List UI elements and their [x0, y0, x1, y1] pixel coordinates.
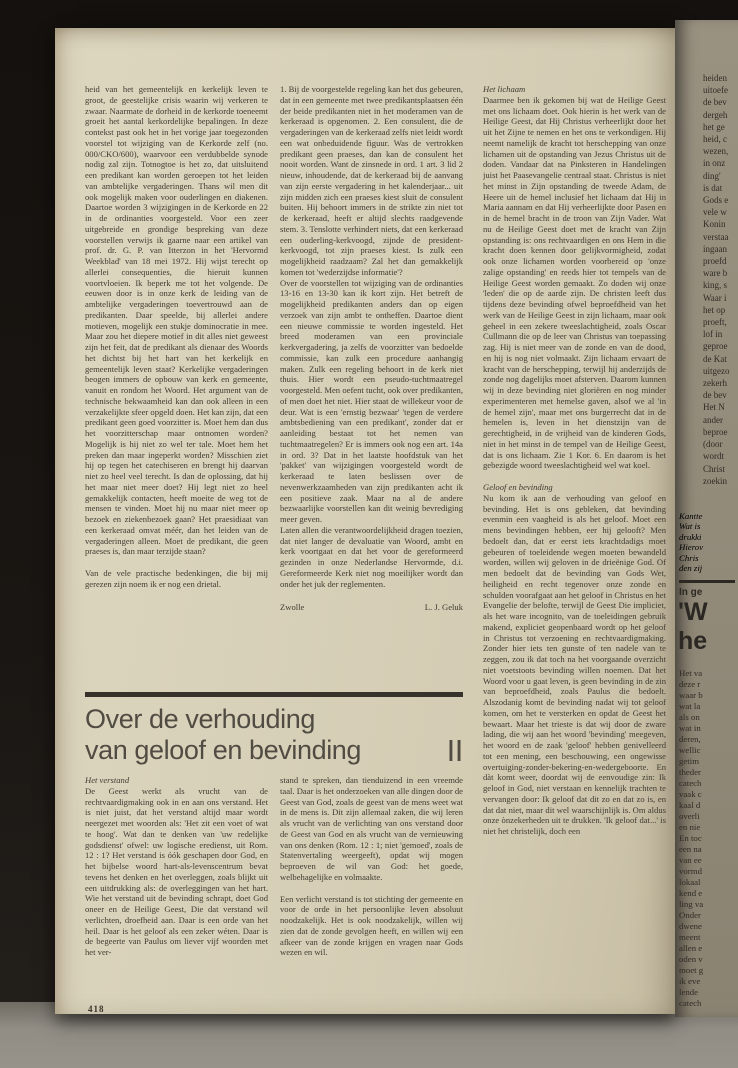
text-fragment: vormd [679, 865, 702, 876]
paragraph: De Geest werkt als vrucht van de rechtvaardigmaking ook in en aan ons verstand. Het is niet juist, dat het verstand altijd maar wordt neergezet met woorden als: 'Het zit een voet of wat te hoog'. Wat dan te denken van 'uw redelijke godsdienst' ofwel: uw logische eredienst, uit Rom. 12 : 1? Het verstand is óók geschapen door God, en het bijbelse woord hart-als-levenscentrum bevat tevens het denken en het overleggen, zoals blijkt uit een uitdrukking als: de overleggingen van het hart. Wie het verstand uit de bevinding schrapt, doet God oneer en de Heilige Geest, Die dat verstand wil verlichten, droefheid aan. Daar is een orde van het heil. Daar is het geloof als een zeker wéten. Daar is de begeerte van Paulus om liever vijf woorden met het ver- [85, 785, 268, 957]
headline-fragment: 'W [678, 597, 708, 626]
paragraph: heid van het gemeentelijk en kerkelijk leven te groot, de geestelijke crisis waarin wij verkeren te zwaar. Naarmate de dorheid in de kerkorde toeneemt groeit het aantal kerkordelijke bepalingen. In deze contekst past ook het in het vorige jaar toegezonden voorstel tot wijziging van de Kerkorde zelf (no. 000/CKO/600), waarvoor een verdubbelde synode nodig zal zijn. Totnogtoe is het zo, dat uitsluitend een predikant kan worden geroepen tot het leiden van ambtelijke vergaderingen. Thans wil men dit ook mogelijk maken voor ouderlingen en diakenen. Daartoe worden 3 wijzigingen in de Kerkorde en 22 in de ordinanties voorgesteld. Voor een zeer uitgebreide en grondige bespreking van deze voorstellen verwijs ik gaarne naar een artikel van prof. dr. G. P. van Itterzon in het 'Hervormd Weekblad' van 18 mei 1972. Hij wijst terecht op allerlei consequenties, die hieruit kunnen voortvloeien. Ik beperk me tot het volgende. De eeuwen door is in onze kerk de leiding van de ambtelijke vergaderingen toevertrouwd aan de predikanten. Daar speelde, bij allerlei andere motieven, mogelijk een stukje dominocratie in mee. Maar zou het diepere motief in dit alles niet geweest zijn het feit, dat de predikant als dienaar des Woords het dichtst bij het hart van het kerkelijk en gemeentelijk leven staat? Kerkelijke vergaderingen beogen immers de opbouw van kerk en gemeente, vanuit en rondom het Woord. Het argument van de technische bekwaamheid kan dan ook alleen in een verzakelijkte sfeer opgeld doen. Het kan zijn, dat een predikant geen goed voorzitter is. Moet hem dan dus het voorzitterschap maar ontnomen worden? Mogelijk is hij niet zo wel ter tale. Moet hem het preken dan maar ingeperkt worden? Misschien ziet hij op tegen het catechiseren en brengt hij daarvan niet zo heel veel terecht. Is dan de oplossing, dat hij het maar niet meer doet? Hij legt niet zo heel gemakkelijk contacten, heeft moeite de weg tot de mensen te vinden. Moet hij nu maar niet meer op bezoek en ziekenbezoek gaan? Het praesidiaat van een kerkeraad omvat méér, dan het leiden van de vergaderingen alleen. Moet de predikant, die geen praeses is, dan maar terzijde staan? [85, 84, 268, 557]
article-title [85, 704, 463, 766]
text-fragment: waar b [679, 689, 703, 700]
text-fragment: en nie [679, 821, 701, 832]
text-fragment: ik eve [679, 975, 701, 986]
text-fragment: uitgezo [703, 365, 730, 376]
text-fragment: wezen, [703, 146, 729, 157]
text-fragment: Het N [703, 402, 725, 413]
text-fragment: moet g [679, 964, 704, 975]
section-heading-geloof-en-bevinding: Geloof en bevinding [483, 482, 553, 492]
article-signoff [280, 602, 463, 613]
text-fragment: als on [679, 711, 700, 722]
text-fragment: in onz [703, 158, 726, 169]
text-fragment: king, s [703, 280, 728, 291]
paragraph: Een verlicht verstand is tot stichting der gemeente en voor de orde in het persoonlijke leven absoluut noodzakelijk. Het is ook noodzakelijk, willen wij zien dat de zonde gevolgen heeft, en willen wij een afkeer van de zonde krijgen en vragen naar Gods wezen en wil. [280, 893, 463, 958]
paragraph: Nu kom ik aan de verhouding van geloof en bevinding. Het is ons gebleken, dat bevinding evenmin een vaagheid is als het geloof. Moet een mens bevindingen hebben, eer hij gelooft? Men bedoelt dan, dat er eerst iets krachtdadigs moet gebeuren of toeleidende wegen moeten bewandeld worden, willen wij geloven in de drieënige God. Of men bedoelt dat de bevinding van Gods Wet, heiligheid en recht tegenover onze zonde en schulden voorafgaat aan het geloof in Christus en het Evangelie der belofte, terwijl de Geest Die impliciet, als het ware incognito, van de toeleidingen gebruik makend, expliciet geopenbaard wordt op het geloof in Christus tot verzoening en rechtvaardigmaking. Zonder hier iets ten gunste of ten nadele van te zeggen, zou ik dat toch na het voorgaande overzicht niet voetstoots bevinding willen noemen. Dat het Woord voor u gaat leven, is geen bevinding in de zin van beproefdheid, zoals Paulus die bedoelt. Alszodanig komt de bevinding nadat wij tot geloof komen, om het te versterken en opdat de Geest het bewaart. Maar het trieste is dat wij door de zware lading, die wij aan het woord 'bevinding' meegeven, het woord en de zaak 'geloof' hebben genivelleerd tot een mening, een beschouwing, een ongewisse overtuiging-zonder-bekering-en-wedergeboorte. En dàt komt weer, doordat wij de eenvoudige zin: Ik geloof in God, niet verstaan en kennelijk trachten te vervangen door: Ik geloof dat dit zo en dat zo is, en dat dat niet, maar dit wel waarschijnlijk is. Om aldus onze ònzekerheden uit te drukken. 'Ik geloof dat...' is niet het christelijk, doch een [483, 492, 666, 836]
neighbor-page [675, 20, 738, 1017]
neighbor-top-column [675, 72, 738, 487]
rubric-rule [679, 580, 735, 583]
middle-column-top [280, 84, 463, 674]
text-fragment: wordt [703, 451, 724, 462]
paragraph: stand te spreken, dan tienduizend in een vreemde taal. Daar is het onderzoeken van alle dingen door de Geest van God, zoals de geest van de mens weet wat in de mens is. Dit zijn allemaal zaken, die wij leren als vrucht van de verlichting van ons verstand door de Geest van God en als vrucht van de vernieuwing van ons denken (Rom. 12 : 1; niet 'gemoed', zoals de Statenvertaling weergeeft), opdat wij mogen beproeven de wil van God: het goede, welbehagelijke en volmaakte. [280, 775, 463, 882]
text-fragment: ingaan [703, 243, 727, 254]
text-fragment: Konin [703, 219, 726, 230]
text-fragment: kaal d [679, 799, 701, 810]
text-fragment: deren, [679, 733, 701, 744]
text-fragment: getim [679, 755, 700, 766]
text-fragment: lende [679, 986, 699, 997]
headline-fragment: he [678, 626, 708, 655]
text-fragment: Wat is [679, 521, 701, 532]
signoff-author: L. J. Geluk [424, 602, 463, 613]
article-middle-column [280, 775, 463, 958]
text-fragment: vele w [703, 207, 727, 218]
text-fragment: En toc [679, 832, 702, 843]
article-block [85, 692, 463, 958]
text-fragment: Waar i [703, 292, 727, 303]
text-fragment: de bev [703, 390, 727, 401]
text-fragment: ding' [703, 170, 721, 181]
text-fragment: lof in [703, 329, 723, 340]
text-fragment: ander [703, 414, 723, 425]
text-fragment: uitoefe [703, 85, 728, 96]
text-fragment: drukki [679, 531, 702, 542]
text-fragment: dergeh [703, 109, 728, 120]
article-part-numeral: II [446, 733, 463, 768]
text-fragment: Kantte [679, 510, 703, 521]
text-fragment: catech [679, 997, 702, 1008]
text-fragment: Hierov [679, 542, 704, 553]
article-columns [85, 775, 463, 958]
text-fragment: de bev [703, 97, 727, 108]
text-fragment: de Kat [703, 353, 727, 364]
signoff-place: Zwolle [280, 602, 305, 613]
text-fragment: theder [679, 766, 701, 777]
left-column-top [85, 84, 268, 649]
paragraph: 1. Bij de voorgestelde regeling kan het dus gebeuren, dat in een gemeente met twee predikantsplaatsen één der beide predikanten niet in het moderamen van de kerkeraad is opgenomen. 2. Een consulent, die de vergaderingen van de kerkeraad zelfs niet leidt wordt een wat onbeduidende figuur. Was de vertrokken predikant geen praeses, dan kan de consulent het nooit worden. Want de zinsnede in ord. 1 art. 3 lid 2 nieuw, inhoudende, dat de kerkeraad bij de aanvang van zijn eerste vergadering in het kalenderjaar... uit zijn midden zich een praeses kiest sluit de consulent buiten. Hij behoort immers in de strikte zin niet tot de kerkeraad, heeft er altijd slechts raadgevende stem. 3. Tenslotte verhindert niets, dat een kerkeraad een ouderling-kerkvoogd, zijnde de president-kerkvoogd, tot zijn praeses kiest. Is zulk een mogelijkheid raadzaam? Zal het dan gemakkelijk komen tot 'wederzijdse informatie'? [280, 84, 463, 277]
text-fragment: catech [679, 777, 702, 788]
text-fragment: Christ [703, 463, 726, 474]
text-fragment: Onder [679, 909, 701, 920]
text-fragment: is dat [703, 182, 723, 193]
text-fragment: wellic [679, 744, 701, 755]
text-fragment: beproe [703, 426, 728, 437]
text-fragment: proeft, [703, 317, 727, 328]
right-column [483, 84, 666, 1034]
text-fragment: wat la [679, 700, 701, 711]
paragraph: Over de voorstellen tot wijziging van de ordinanties 13-16 en 13-30 kan ik kort zijn. Het betreft de mogelijkheid predikanten anders dan op eigen verzoek van zijn ambt te ontheffen. Daartoe dient een nieuwe commissie te worden ingesteld. Het breed moderamen van een provinciale kerkvergadering, ja zelfs de voorzitter van bedoelde commissie, kan zulk een procedure aanhangig maken. Zulk een regeling behoort in de kerk niet thuis. Hier wordt een pseudo-tuchtmaatregel voorgesteld. Men oefent tucht, ook over predikanten, of men doet het niet. Hier staat de willekeur voor de deur. Wat is een 'ernstig bezwaar' 'tegen de verdere ambtsbediening van een predikant', zonder dat er aanleiding bestaat tot het nemen van tuchtmaatregelen? Er is immers ook nog een art. 14a in ord. 3? Dat in het laatste hoofdstuk van het 'pakket' van wijzigingen voorgesteld wordt de kerkeraad te laten beslissen over de nevenwerkzaamheden van zijn predikanten acht ik een positieve zaak. Maar na al de andere bezwaarlijke voorstellen kan dit weinig bevrediging meer geven. [280, 277, 463, 524]
text-fragment: verstaa [703, 231, 729, 242]
text-fragment: wat in [679, 722, 701, 733]
text-fragment: kend e [679, 887, 703, 898]
text-fragment: heiden [703, 73, 727, 83]
text-fragment: vaak c [679, 788, 702, 799]
neighbor-kant-block [675, 511, 738, 574]
article-title-line2: van geloof en bevinding [85, 735, 362, 765]
section-heading-het-lichaam: Het lichaam [483, 84, 526, 94]
text-fragment: oden v [679, 953, 703, 964]
text-fragment: allen e [679, 942, 703, 953]
paragraph: Daarmee ben ik gekomen bij wat de Heilige Geest met ons lichaam doet. Ook hierin is het werk van de Heilige Geest, dat Hij Christus verheerlijkt door het uit het Zijne te nemen en het ons te verkondigen. Hij neemt namelijk de kracht tot herschepping van onze lichamen uit de opstanding van Jezus Christus uit de doden. Vandaar dat na Pinksteren in Handelingen juist het Paasevangelie centraal staat. Christus is niet het minst in Zijn opstanding de tweede Adam, de Heere uit de hemel inclusief het lichaam dat Hij in Maria aannam en dat Hij verheerlijkte door Pasen en in de hemel bracht in de troon van Zijn Vader. Wat nu de Heilige Geest doet met de kracht van Zijn opstanding is: ons rechtvaardigen en ons Hem in die kracht doen kennen door gelijkvormigheid, zodat ook onze lichamen worden voorbereid op 'onze zalige opstanding' en reeds hier tot tempels van de Heilige Geest worden gemaakt. Zo doden wij onze 'leden' die op de aarde zijn. De christen leeft dus tijdens deze bevinding ofwel beproefdheid van het werk van de Heilige Geest in zijn lichaam, maar ook geheel in een zekere tweeslachtigheid, zoals Oscar Cullmann die op de leer van Christus van toepassing zag. Hij is niet meer van de zonde en van de dood, en hij is nog niet volmaakt. Zijn lichaam ervaart de kracht van de herschepping, terwijl hij anderzijds de zonde nog dagelijks moet afsterven. Daarom kunnen wij in deze bevinding niet gloriëren en nog minder experimenteren met hemelse gaven, alsof we al 'in de hemel zijn', maar met ons burgerrecht dat in de hemelen is, leven in het dienstzijn van de gerechtigheid, in de vrijheid van de kinderen Gods, niet in het minst in de tempel van de Heilige Geest, dat is ons lichaam. Zie 1 Kor. 6. En daarom is het gebezigde woord tweeslachtigheid wel wat koel. [483, 94, 666, 471]
paragraph: Van de vele practische bedenkingen, die bij mij gerezen zijn noem ik er nog een drietal. [85, 568, 268, 589]
text-fragment: ling va [679, 898, 704, 909]
text-fragment: zoekin [703, 475, 727, 486]
text-fragment: Het va [679, 667, 703, 678]
paragraph: Laten allen die verantwoordelijkheid dragen toezien, dat niet langer de devaluatie van Woord, ambt en kerk voortgaat en dat het voor de gereformeerd gezinden in onze Nederlandse Hervormde, d.i. Gereformeerde Kerk niet nog moeilijker wordt dan onder het juk der reglementen. [280, 524, 463, 589]
neighbor-rubric [675, 580, 738, 598]
neighbor-headline [675, 598, 738, 656]
magazine-page [55, 28, 675, 1014]
text-fragment: geproe [703, 341, 728, 352]
text-fragment: overli [679, 810, 700, 821]
neighbor-body-column [675, 668, 738, 1009]
text-fragment: deze r [679, 678, 701, 689]
section-heading-het-verstand: Het verstand [85, 775, 130, 785]
text-fragment: lokaal [679, 876, 701, 887]
text-fragment: van ee [679, 854, 702, 865]
text-fragment: (door [703, 439, 723, 450]
article-left-column [85, 775, 268, 958]
text-fragment: het ge [703, 121, 725, 132]
text-fragment: ware b [703, 268, 728, 279]
text-fragment: Chris [679, 552, 699, 563]
page-number: 418 [88, 1004, 105, 1014]
heading-rule [85, 692, 463, 697]
text-fragment: proefd [703, 256, 727, 267]
text-fragment: het op [703, 304, 726, 315]
article-title-line1: Over de verhouding [85, 704, 315, 734]
text-fragment: dwene [679, 920, 702, 931]
rubric-label: In ge [679, 586, 703, 598]
text-fragment: heid, c [703, 134, 727, 145]
text-fragment: meent [679, 931, 701, 942]
text-fragment: Gods e [703, 195, 729, 206]
text-fragment: zekerh [703, 378, 727, 389]
text-fragment: den zij [679, 563, 703, 574]
text-fragment: een na [679, 843, 702, 854]
